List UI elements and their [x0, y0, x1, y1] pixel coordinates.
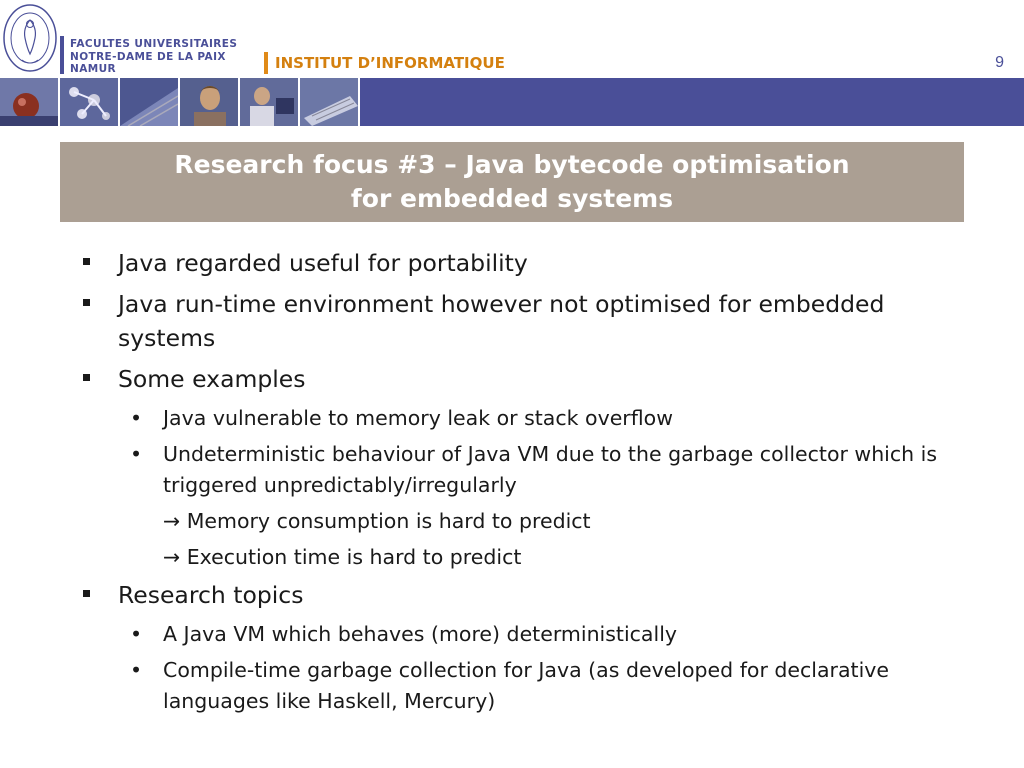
- university-seal-icon: [2, 2, 58, 74]
- slide-body: [80, 246, 980, 722]
- bullet-item: [80, 578, 980, 612]
- sub-bullet-item: [80, 619, 980, 650]
- square-bullet-icon: [83, 590, 90, 597]
- arrow-item: [80, 506, 980, 537]
- sub-bullet-item: [80, 403, 980, 434]
- dot-bullet-icon: •: [130, 658, 143, 682]
- bullet-item: [80, 287, 980, 355]
- university-bar: [60, 36, 64, 74]
- sub-bullet-text: A Java VM which behaves (more) deterministically: [163, 622, 678, 646]
- dot-bullet-icon: •: [130, 406, 143, 430]
- sub-bullet-item: [80, 655, 980, 717]
- arrow-text: → Execution time is hard to predict: [163, 545, 522, 569]
- building-photo: [120, 78, 178, 126]
- bullet-text: Java regarded useful for portability: [118, 249, 528, 277]
- photo-strip: [0, 78, 360, 126]
- arrow-item: [80, 542, 980, 573]
- bullet-item: [80, 362, 980, 396]
- student-photo: [180, 78, 238, 126]
- header-band: [360, 78, 1024, 126]
- page-number: 9: [995, 54, 1004, 71]
- keyboard-photo: [300, 78, 358, 126]
- institute-bar: [264, 52, 268, 74]
- sub-bullet-item: [80, 439, 980, 501]
- title-line-1: Research focus #3 – Java bytecode optimisation: [174, 150, 850, 179]
- bullet-text: Java run-time environment however not optimised for embedded systems: [118, 290, 885, 352]
- university-line-3: NAMUR: [70, 63, 116, 75]
- dot-bullet-icon: •: [130, 442, 143, 466]
- slide-title: [60, 142, 964, 222]
- bullet-text: Research topics: [118, 581, 304, 609]
- university-line-1: FACULTES UNIVERSITAIRES: [70, 38, 238, 50]
- square-bullet-icon: [83, 258, 90, 265]
- title-line-2: for embedded systems: [350, 184, 674, 213]
- molecule-photo: [60, 78, 118, 126]
- sub-bullet-text: Undeterministic behaviour of Java VM due to the garbage collector which is triggered unpredictably/irregularly: [163, 442, 938, 497]
- university-line-2: NOTRE-DAME DE LA PAIX: [70, 50, 226, 63]
- researchers-photo: [240, 78, 298, 126]
- institute-name: INSTITUT D’INFORMATIQUE: [275, 54, 505, 72]
- bullet-item: [80, 246, 980, 280]
- square-bullet-icon: [83, 299, 90, 306]
- dot-bullet-icon: •: [130, 622, 143, 646]
- sub-bullet-text: Java vulnerable to memory leak or stack overflow: [163, 406, 673, 430]
- university-name: [70, 38, 237, 76]
- bullet-text: Some examples: [118, 365, 306, 393]
- arrow-text: → Memory consumption is hard to predict: [163, 509, 591, 533]
- square-bullet-icon: [83, 374, 90, 381]
- sub-bullet-text: Compile-time garbage collection for Java (as developed for declarative languages like Haskell, Mercury): [163, 658, 890, 713]
- apple-books-photo: [0, 78, 58, 126]
